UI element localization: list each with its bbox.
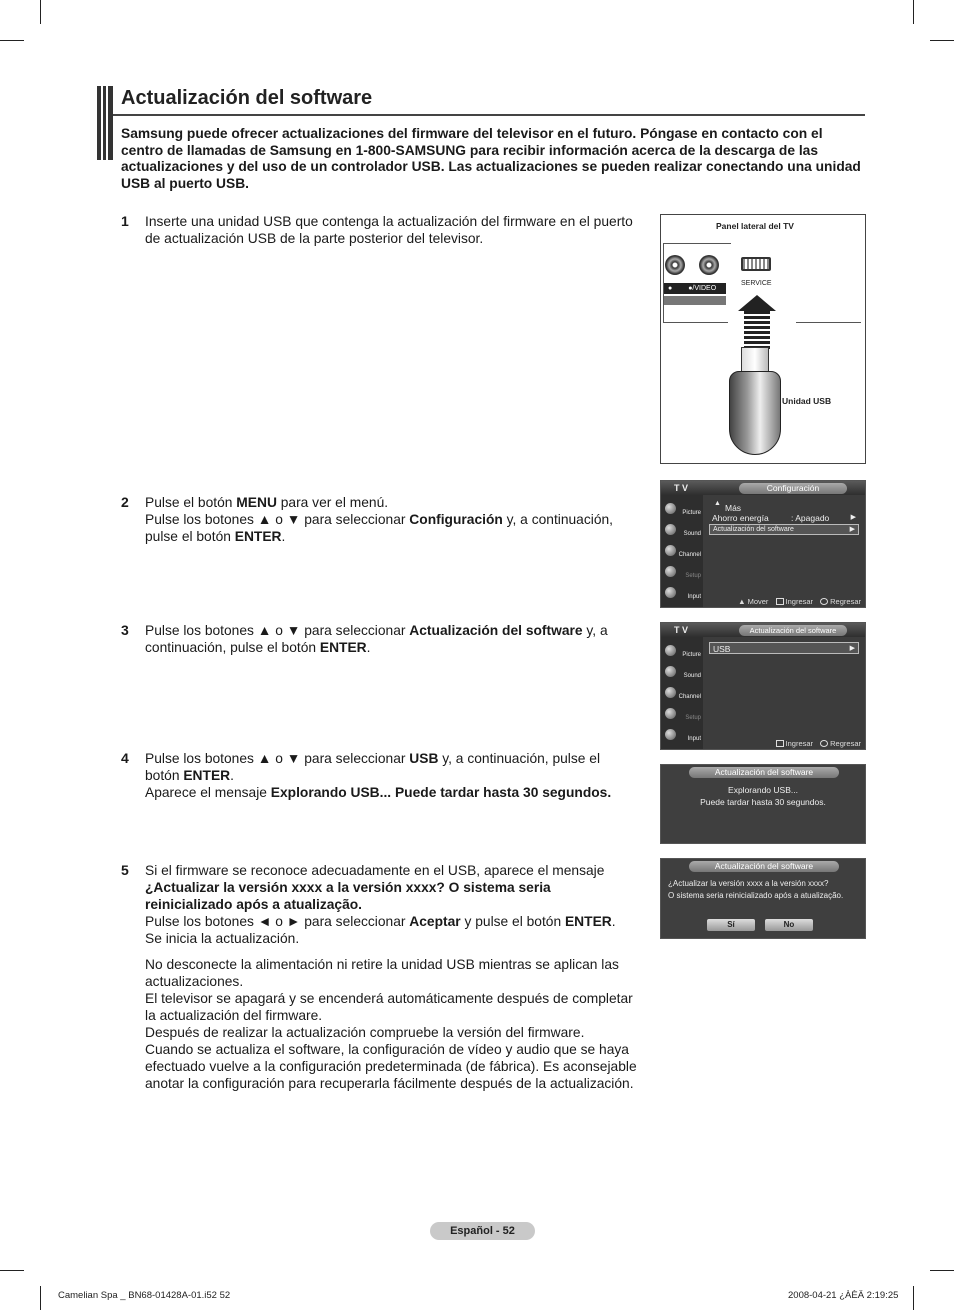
yes-button[interactable]: Sí xyxy=(707,919,755,931)
step-text-run: Pulse el botón xyxy=(145,495,237,510)
step-text-run: Pulse los botones ▲ o ▼ para seleccionar xyxy=(145,623,410,638)
sound-icon xyxy=(665,666,676,677)
step-keyword: ENTER xyxy=(319,640,367,655)
osd-setup-menu xyxy=(660,480,866,608)
step-keyword: ENTER xyxy=(183,768,231,783)
av-jack-icon xyxy=(665,255,685,275)
osd-side-item-input xyxy=(663,585,701,605)
video-label: /VIDEO xyxy=(692,285,717,292)
osd-side-item-channel xyxy=(663,685,701,705)
step-keyword: ¿Actualizar la versión xxxx a la versión xxxx? O sistema seria reinicializado após a atualização. xyxy=(145,880,551,912)
enter-hint-label: Ingresar xyxy=(785,739,814,748)
step-text xyxy=(145,750,620,801)
osd-side-label: Sound xyxy=(683,673,701,679)
return-icon xyxy=(820,598,828,605)
osd-menu-row-selected xyxy=(709,524,859,535)
enter-icon xyxy=(776,598,784,605)
setup-icon xyxy=(665,708,676,719)
step-text-run: . xyxy=(281,529,286,544)
osd-row-label: Actualización del software xyxy=(713,526,794,533)
enter-icon xyxy=(776,740,784,747)
channel-icon xyxy=(665,545,676,556)
step-text-run: y, a continuación, pulse el botón xyxy=(145,512,613,544)
step-text-run: Pulse los botones ▲ o ▼ para seleccionar xyxy=(145,512,410,527)
osd-row-label: Ahorro energía xyxy=(712,513,769,523)
osd-menu-row-selected xyxy=(709,642,859,654)
dialog-message-line: ¿Actualizar la versión xxxx a la versión xxxx? xyxy=(668,879,829,888)
usb-port-illustration xyxy=(660,214,866,464)
step-keyword: Explorando USB... Puede tardar hasta 30 segundos. xyxy=(270,785,612,800)
osd-side-item-picture xyxy=(663,501,701,521)
crop-mark xyxy=(913,0,914,24)
right-arrow-icon: ▶ xyxy=(850,514,856,521)
setup-icon xyxy=(665,566,676,577)
usb-port-icon xyxy=(741,257,771,271)
channel-icon xyxy=(665,687,676,698)
title-rule xyxy=(113,114,865,116)
usb-stick-connector xyxy=(741,347,769,373)
osd-row-label: USB xyxy=(713,644,731,654)
return-hint xyxy=(820,597,861,606)
step-number: 1 xyxy=(121,213,129,229)
right-arrow-icon: ▶ xyxy=(849,645,855,652)
crop-mark xyxy=(913,1286,914,1310)
osd-side-label: Input xyxy=(687,594,701,600)
step-note: Cuando se actualiza el software, la configuración de vídeo y audio que se haya efectuado vuelve a la configuración predeterminada (de fábrica). Es aconsejable anotar la configuración para recuperarla fácilmente después de la actualización. xyxy=(145,1042,637,1091)
av-jack-label-shadow xyxy=(664,296,726,305)
step-text xyxy=(145,622,620,656)
step-text-run: para ver el menú. xyxy=(276,495,389,510)
step-notes xyxy=(145,956,640,1092)
osd-side-label: Channel xyxy=(678,694,701,700)
osd-software-update-menu xyxy=(660,622,866,750)
usb-stick-icon xyxy=(729,371,781,455)
intro-paragraph: Samsung puede ofrecer actualizaciones del firmware del televisor en el futuro. Póngase en contacto con el centro de llamadas de Samsung en 1-800-SAMSUNG para recibir información acerca de la descarga de las actualizaciones y del uso de un controlador USB. Las actualizaciones se pueden realizar conectando una unidad USB al puerto USB. xyxy=(121,126,861,191)
step-text-run: y pulse el botón xyxy=(460,914,565,929)
audio-symbol-icon: ● xyxy=(668,285,673,292)
osd-side-item-sound xyxy=(663,522,701,542)
video-symbol-icon: ● xyxy=(688,285,693,292)
step-text-run: Se inicia la actualización. xyxy=(145,931,300,946)
up-arrow-icon: ▲ xyxy=(714,500,721,507)
av-jack-label-bar xyxy=(664,283,726,294)
move-hint-label: Mover xyxy=(747,597,769,606)
service-label: SERVICE xyxy=(741,280,772,287)
enter-hint xyxy=(776,597,814,606)
osd-footer xyxy=(771,739,861,748)
page-number: Español - 52 xyxy=(430,1222,535,1240)
osd-side-label: Channel xyxy=(678,552,701,558)
osd-side-label: Picture xyxy=(682,510,701,516)
input-icon xyxy=(665,587,676,598)
update-confirm-dialog xyxy=(660,858,866,939)
step-text-run: . xyxy=(230,768,234,783)
osd-menu-title: Actualización del software xyxy=(739,625,847,636)
step-text-run: . xyxy=(366,640,371,655)
insert-arrow-shaft xyxy=(744,311,770,349)
print-footer-right: 2008-04-21 ¿ÀÈÄ 2:19:25 xyxy=(788,1290,899,1301)
step-number: 4 xyxy=(121,750,129,766)
step-line: Inserte una unidad USB que contenga la actualización del firmware en el puerto de actualización USB de la parte posterior del televisor. xyxy=(145,214,633,246)
osd-side-label: Setup xyxy=(685,715,701,721)
osd-row-value: : Apagado xyxy=(791,513,830,523)
step-note: El televisor se apagará y se encenderá automáticamente después de completar la actualización del firmware. xyxy=(145,991,633,1023)
osd-more-label: Más xyxy=(725,503,742,513)
osd-side-label: Picture xyxy=(682,652,701,658)
enter-hint xyxy=(776,739,814,748)
move-icon: ▲ xyxy=(738,597,746,606)
crop-mark xyxy=(40,0,41,24)
usb-drive-label: Unidad USB xyxy=(782,396,832,406)
panel-edge xyxy=(663,322,728,323)
osd-side-item-input xyxy=(663,727,701,747)
osd-sidebar xyxy=(661,495,703,607)
step-number: 5 xyxy=(121,862,129,878)
crop-mark xyxy=(930,1270,954,1271)
osd-side-item-picture xyxy=(663,643,701,663)
panel-edge xyxy=(663,243,731,244)
osd-sidebar xyxy=(661,637,703,749)
print-footer-left: Camelian Spa _ BN68-01428A-01.i52 52 xyxy=(58,1290,231,1301)
step-text-run: y, a continuación, pulse el botón xyxy=(145,751,601,783)
return-icon xyxy=(820,740,828,747)
enter-hint-label: Ingresar xyxy=(785,597,814,606)
step-keyword: Aceptar xyxy=(409,914,461,929)
step-note: Después de realizar la actualización compruebe la versión del firmware. xyxy=(145,1025,585,1040)
step-text-run: Pulse los botones ◄ o ► para seleccionar xyxy=(145,914,410,929)
step-keyword: MENU xyxy=(236,495,277,510)
step-text-run: Aparece el mensaje xyxy=(145,785,271,800)
insert-arrow-icon xyxy=(738,295,776,311)
crop-mark xyxy=(0,40,24,41)
crop-mark xyxy=(0,1270,24,1271)
picture-icon xyxy=(665,645,676,656)
osd-side-item-sound xyxy=(663,664,701,684)
step-keyword: ENTER xyxy=(564,914,612,929)
dialog-title: Actualización del software xyxy=(689,767,839,778)
move-hint xyxy=(738,597,768,606)
osd-side-item-setup xyxy=(663,706,701,726)
step-text-run: Pulse los botones ▲ o ▼ para seleccionar xyxy=(145,751,410,766)
right-arrow-icon: ▶ xyxy=(849,526,855,533)
osd-side-label: Setup xyxy=(685,573,701,579)
osd-side-label: Sound xyxy=(683,531,701,537)
step-number: 2 xyxy=(121,494,129,510)
return-hint xyxy=(820,739,861,748)
av-jack-icon xyxy=(699,255,719,275)
sound-icon xyxy=(665,524,676,535)
dialog-message-line: Puede tardar hasta 30 segundos. xyxy=(700,797,826,807)
page-title: Actualización del software xyxy=(121,87,373,109)
step-text xyxy=(145,494,620,545)
osd-menu-title: Configuración xyxy=(739,483,847,494)
crop-mark xyxy=(930,40,954,41)
step-text xyxy=(145,213,635,247)
return-hint-label: Regresar xyxy=(830,597,861,606)
panel-label: Panel lateral del TV xyxy=(716,221,794,231)
step-text-run: . xyxy=(611,914,616,929)
return-hint-label: Regresar xyxy=(830,739,861,748)
step-text-run: y, a continuación, pulse el botón xyxy=(145,623,608,655)
osd-tv-label: T V xyxy=(674,625,689,635)
picture-icon xyxy=(665,503,676,514)
osd-menu-row xyxy=(709,513,859,524)
step-keyword: Configuración xyxy=(409,512,503,527)
step-keyword: USB xyxy=(409,751,439,766)
osd-footer xyxy=(733,597,861,606)
step-note: No desconecte la alimentación ni retire la unidad USB mientras se aplican las actualizaciones. xyxy=(145,957,619,989)
dialog-message-line: O sistema seria reinicializado após a atualização. xyxy=(668,891,844,900)
input-icon xyxy=(665,729,676,740)
osd-side-item-channel xyxy=(663,543,701,563)
crop-mark xyxy=(40,1286,41,1310)
step-number: 3 xyxy=(121,622,129,638)
step-text-run: Si el firmware se reconoce adecuadamente en el USB, aparece el mensaje xyxy=(145,863,605,878)
osd-side-item-setup xyxy=(663,564,701,584)
panel-edge xyxy=(796,322,861,323)
dialog-title: Actualización del software xyxy=(689,861,839,872)
step-keyword: ENTER xyxy=(234,529,282,544)
step-text xyxy=(145,862,640,947)
no-button[interactable]: No xyxy=(765,919,813,931)
step-keyword: Actualización del software xyxy=(409,623,583,638)
osd-side-label: Input xyxy=(687,736,701,742)
osd-tv-label: T V xyxy=(674,483,689,493)
dialog-message-line: Explorando USB... xyxy=(728,785,798,795)
scanning-usb-dialog xyxy=(660,764,866,844)
